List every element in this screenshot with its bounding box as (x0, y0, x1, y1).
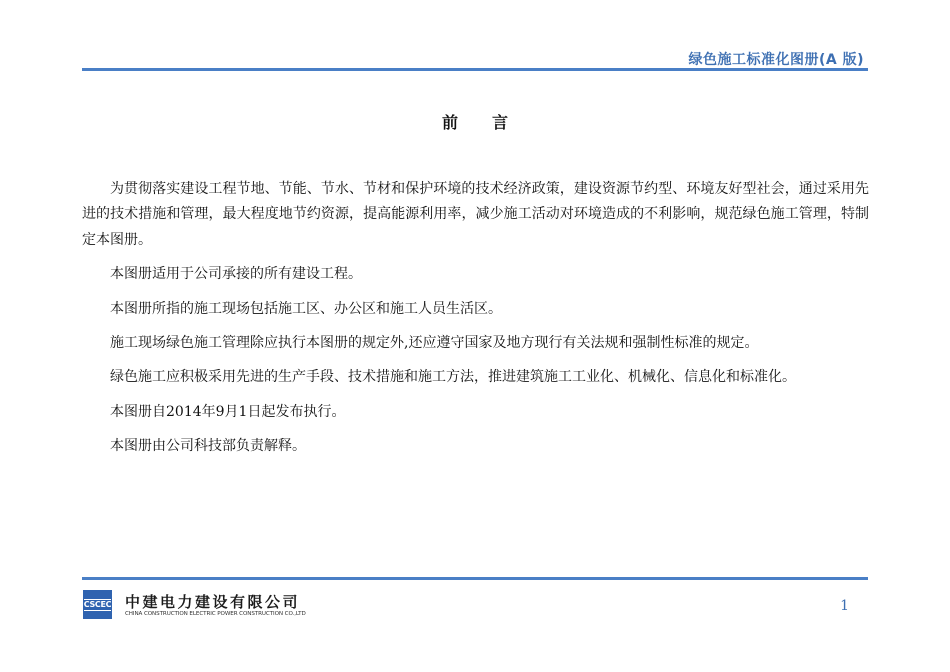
page-number: 1 (840, 598, 849, 614)
footer-rule (82, 577, 868, 580)
company-name-cn: 中建电力建设有限公司 (125, 593, 301, 611)
document-body (82, 177, 869, 469)
page-heading: 前言 (441, 113, 542, 132)
paragraph: 本图册所指的施工现场包括施工区、办公区和施工人员生活区。 (110, 300, 502, 317)
company-logo-icon: CSCEC (83, 599, 112, 609)
header-title: 绿色施工标准化图册(A 版) (688, 52, 864, 68)
header-rule (82, 68, 868, 71)
paragraph: 本图册适用于公司承接的所有建设工程。 (110, 266, 362, 283)
paragraph: 本图册自2014年9月1日起发布执行。 (110, 403, 346, 420)
company-name-en: CHINA CONSTRUCTION ELECTRIC POWER CONSTRUCTION CO.,LTD (125, 611, 306, 617)
paragraph: 为贯彻落实建设工程节地、节能、节水、节材和保护环境的技术经济政策，建设资源节约型、环境友好型社会，通过采用先进的技术措施和管理，最大程度地节约资源，提高能源利用率，减少施工活动对环境造成的不利影响，规范绿色施工管理，特制定本图册。 (82, 181, 869, 248)
paragraph: 本图册由公司科技部负责解释。 (110, 438, 306, 455)
paragraph: 施工现场绿色施工管理除应执行本图册的规定外,还应遵守国家及地方现行有关法规和强制性标准的规定。 (110, 335, 759, 352)
company-logo (83, 590, 112, 619)
paragraph: 绿色施工应积极采用先进的生产手段、技术措施和施工方法，推进建筑施工工业化、机械化、信息化和标准化。 (110, 369, 796, 386)
